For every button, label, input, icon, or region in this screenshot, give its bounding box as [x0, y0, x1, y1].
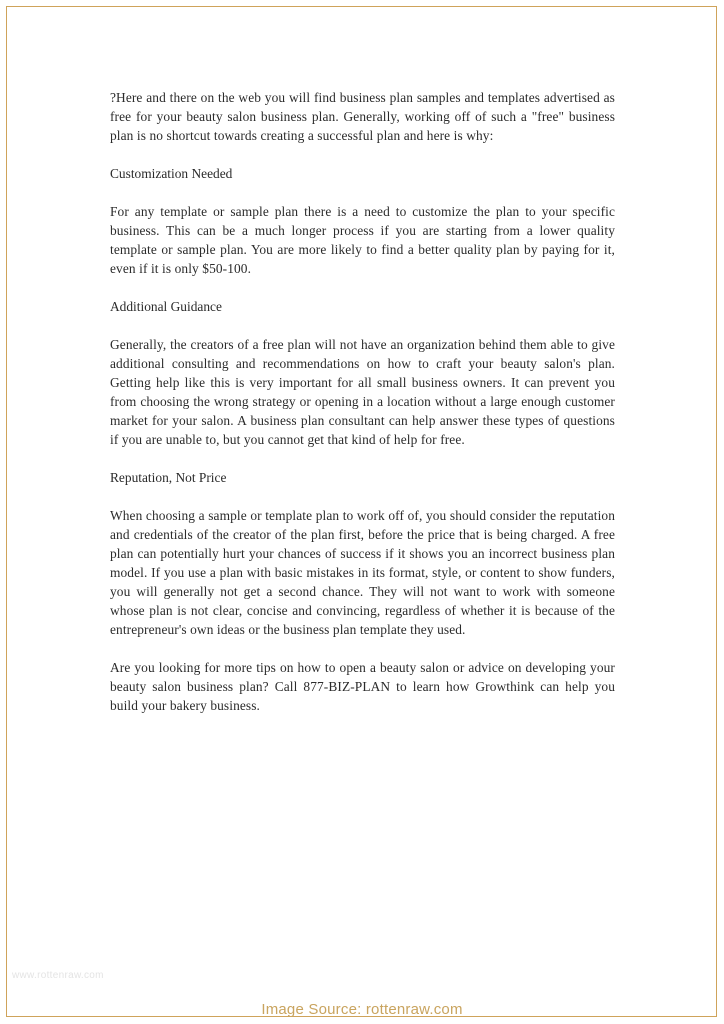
section-heading-reputation: Reputation, Not Price [110, 470, 227, 485]
section-heading-guidance: Additional Guidance [110, 299, 222, 314]
section-body-reputation: When choosing a sample or template plan to work off of, you should consider the reputation and credentials of the creator of the plan first, before the price that is being charged. A free plan can potentially hurt your chances of success if it shows you an incorrect business plan model. If you use a plan with basic mistakes in its format, style, or content to show funders, you will generally not get a second chance. They will not want to work with someone whose plan is not clear, concise and convincing, regardless of whether it is because of the entrepreneur's own ideas or the business plan template they used. [110, 508, 615, 637]
intro-paragraph: ?Here and there on the web you will find business plan samples and templates advertised as free for your beauty salon business plan. Generally, working off of such a "free" business plan is no shortcut towards creating a successful plan and here is why: [110, 90, 615, 143]
section-body-customization: For any template or sample plan there is a need to customize the plan to your specific business. This can be a much longer process if you are starting from a lower quality template or sample plan. You are more likely to find a better quality plan by paying for it, even if it is only $50-100. [110, 204, 615, 276]
document-page [110, 88, 615, 734]
watermark-text: www.rottenraw.com [12, 970, 104, 981]
section-body-guidance: Generally, the creators of a free plan will not have an organization behind them able to give additional consulting and recommendations on how to craft your beauty salon's plan. Getting help like this is very important for all small business owners. It can prevent you from choosing the wrong strategy or opening in a location without a large enough customer market for your salon. A business plan consultant can help answer these types of questions if you are unable to, but you cannot get that kind of help for free. [110, 337, 615, 447]
closing-paragraph: Are you looking for more tips on how to open a beauty salon or advice on developing your beauty salon business plan? Call 877-BIZ-PLAN to learn how Growthink can help you build your bakery business. [110, 660, 615, 713]
image-source-caption: Image Source: rottenraw.com [261, 1001, 463, 1018]
section-heading-customization: Customization Needed [110, 166, 233, 181]
